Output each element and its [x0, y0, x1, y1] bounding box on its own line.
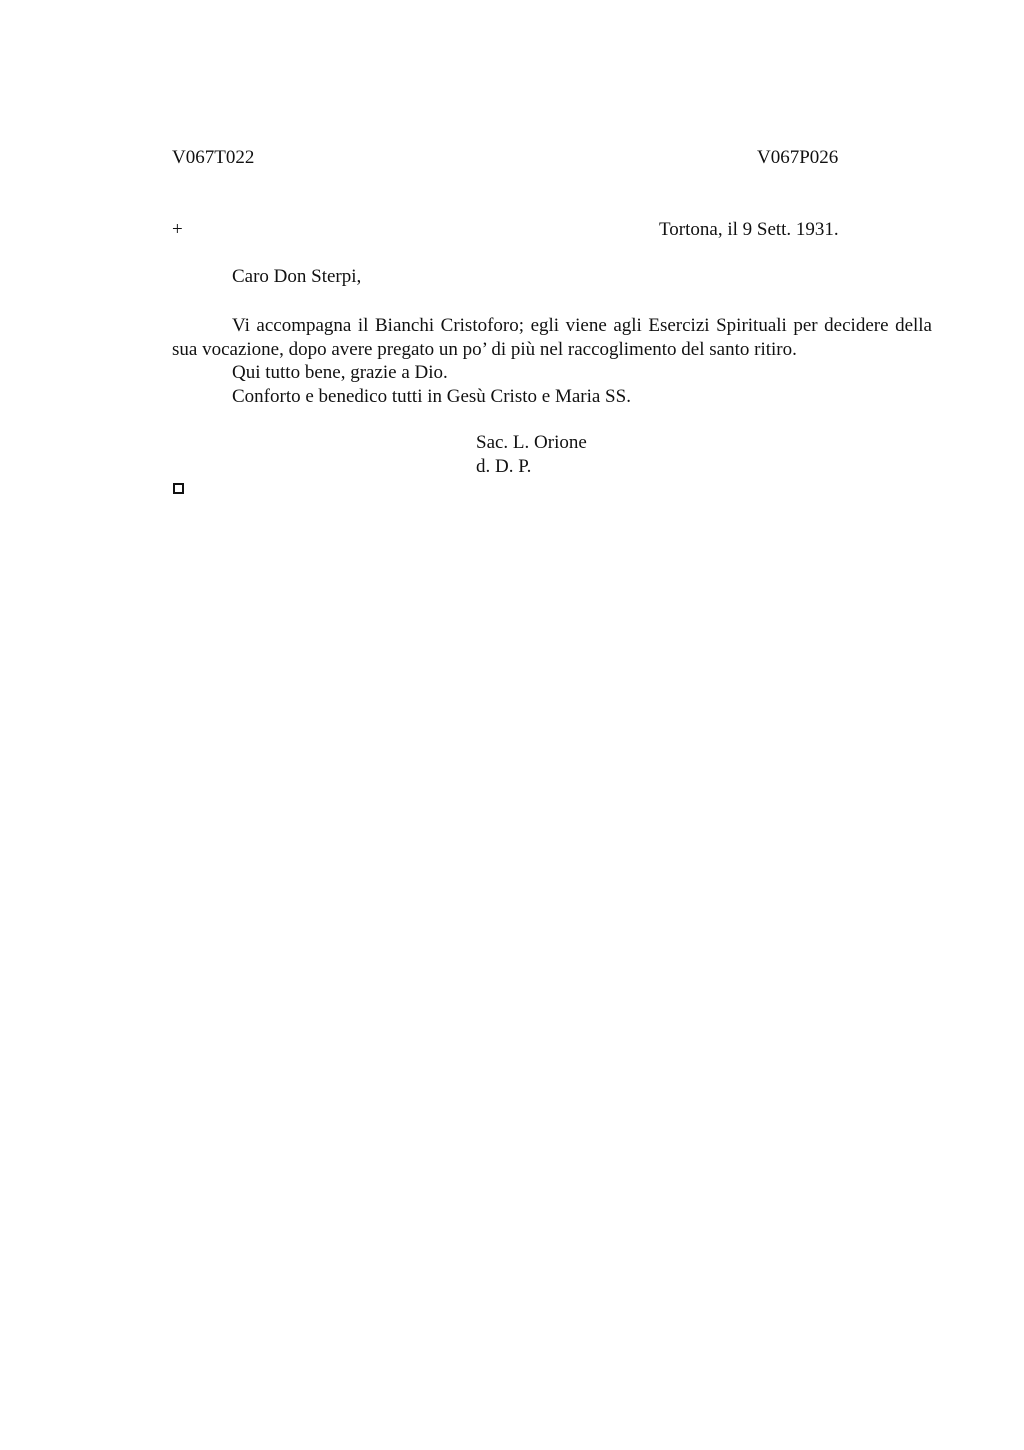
- salutation: Caro Don Sterpi,: [232, 266, 362, 287]
- signature-title: d. D. P.: [476, 456, 532, 477]
- cross-mark: +: [172, 219, 183, 240]
- paragraph-3: Conforto e benedico tutti in Gesù Cristo e Maria SS.: [232, 385, 631, 407]
- signature-name: Sac. L. Orione: [476, 432, 587, 453]
- paragraph-1: Vi accompagna il Bianchi Cristoforo; egli viene agli Esercizi Spirituali per decidere della sua vocazione, dopo avere pregato un po’ di più nel raccoglimento del santo ritiro.: [172, 315, 932, 360]
- square-outline-icon: [173, 483, 184, 494]
- document-code-right: V067P026: [757, 147, 839, 168]
- paragraph-2: Qui tutto bene, grazie a Dio.: [232, 362, 448, 383]
- document-code-left: V067T022: [172, 147, 255, 168]
- place-date: Tortona, il 9 Sett. 1931.: [659, 219, 839, 240]
- letter-body: [172, 314, 932, 408]
